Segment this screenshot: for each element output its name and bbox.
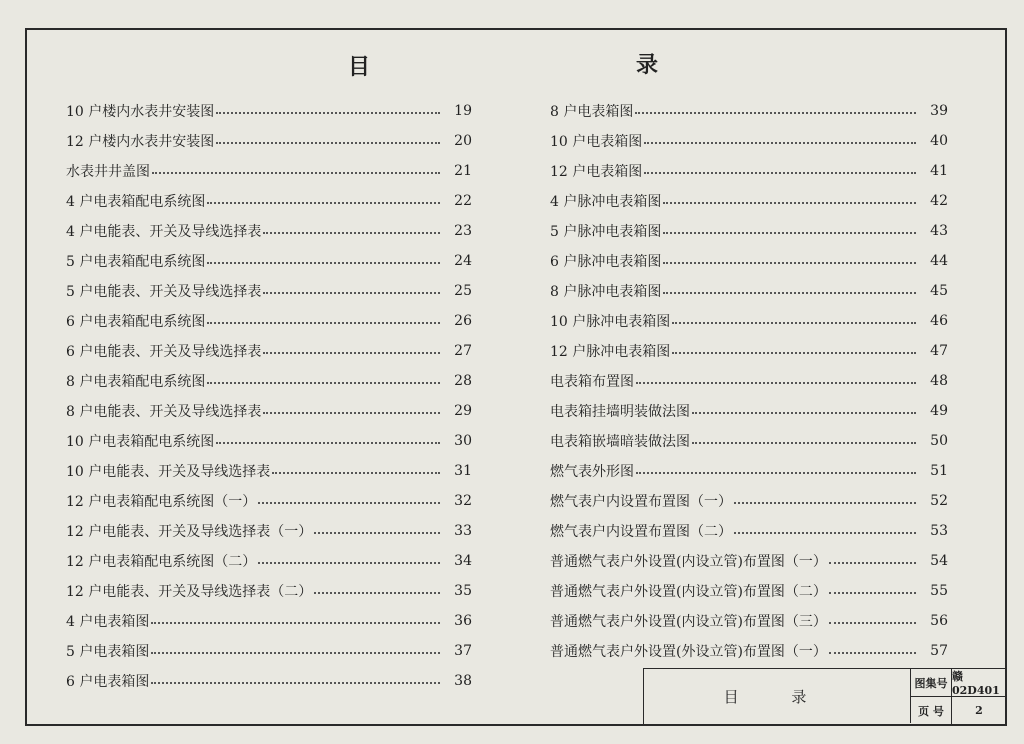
toc-entry-title: 普通燃气表户外设置(内设立管)布置图（三）: [550, 614, 827, 630]
toc-leader-dots: [663, 292, 916, 294]
toc-entry-page: 54: [930, 553, 948, 569]
toc-entry-title: 12 户电能表、开关及导线选择表（一）: [66, 524, 313, 540]
toc-leader-dots: [829, 652, 916, 654]
page-row: [911, 696, 1006, 724]
toc-entry-title: 12 户脉冲电表箱图: [550, 344, 671, 360]
toc-entry-title: 4 户脉冲电表箱图: [550, 194, 662, 210]
toc-entry-page: 43: [930, 223, 948, 239]
toc-entry-page: 31: [454, 463, 472, 479]
toc-entry: [66, 486, 472, 516]
toc-leader-dots: [151, 622, 440, 624]
toc-entry-title: 5 户电表箱图: [66, 644, 150, 660]
toc-entry-title: 燃气表户内设置布置图（二）: [550, 524, 732, 540]
toc-entry-title: 12 户楼内水表井安装图: [66, 134, 215, 150]
toc-entry: [550, 156, 948, 186]
toc-entry: [550, 306, 948, 336]
toc-entry-page: 20: [454, 133, 472, 149]
toc-entry: [66, 276, 472, 306]
toc-entry: [66, 576, 472, 606]
toc-entry: [66, 366, 472, 396]
toc-entry-page: 27: [454, 343, 472, 359]
toc-entry-title: 12 户电表箱配电系统图（二）: [66, 554, 257, 570]
toc-leader-dots: [151, 682, 440, 684]
toc-entry-title: 燃气表户内设置布置图（一）: [550, 494, 732, 510]
toc-entry: [66, 156, 472, 186]
page-value: 2: [975, 704, 983, 717]
toc-entry-title: 6 户电表箱图: [66, 674, 150, 690]
toc-entry-page: 53: [930, 523, 948, 539]
toc-entry-title: 8 户电能表、开关及导线选择表: [66, 404, 262, 420]
atlas-label: 图集号: [911, 669, 952, 696]
toc-entry: [66, 126, 472, 156]
toc-leader-dots: [672, 322, 916, 324]
toc-leader-dots: [644, 172, 916, 174]
toc-leader-dots: [829, 592, 916, 594]
toc-entry-page: 28: [454, 373, 472, 389]
toc-entry: [66, 516, 472, 546]
toc-entry-title: 5 户脉冲电表箱图: [550, 224, 662, 240]
toc-leader-dots: [314, 532, 440, 534]
toc-entry-title: 8 户电表箱图: [550, 104, 634, 120]
toc-entry-page: 51: [930, 463, 948, 479]
toc-entry: [66, 336, 472, 366]
toc-entry-page: 39: [930, 103, 948, 119]
toc-entry-title: 4 户电表箱图: [66, 614, 150, 630]
toc-leader-dots: [734, 502, 916, 504]
toc-entry: [550, 246, 948, 276]
toc-leader-dots: [636, 472, 916, 474]
page-label: 页 号: [911, 697, 952, 724]
toc-entry-title: 6 户电表箱配电系统图: [66, 314, 206, 330]
toc-entry-title: 6 户脉冲电表箱图: [550, 254, 662, 270]
toc-entry: [550, 336, 948, 366]
toc-entry: [66, 666, 472, 696]
toc-entry-page: 47: [930, 343, 948, 359]
toc-entry-title: 普通燃气表户外设置(内设立管)布置图（二）: [550, 584, 827, 600]
toc-entry-title: 5 户电表箱配电系统图: [66, 254, 206, 270]
toc-entry-page: 52: [930, 493, 948, 509]
toc-entry: [550, 486, 948, 516]
toc-leader-dots: [216, 442, 440, 444]
toc-entry-title: 12 户电表箱图: [550, 164, 643, 180]
toc-leader-dots: [207, 382, 440, 384]
title-block: [643, 668, 1005, 724]
toc-entry: [550, 636, 948, 666]
title-block-name: 目 录: [723, 687, 831, 706]
toc-entry-page: 30: [454, 433, 472, 449]
toc-entry-page: 35: [454, 583, 472, 599]
toc-entry-page: 25: [454, 283, 472, 299]
toc-leader-dots: [663, 232, 916, 234]
toc-entry: [66, 546, 472, 576]
toc-entry: [550, 276, 948, 306]
toc-leader-dots: [663, 262, 916, 264]
toc-entry-title: 12 户电表箱配电系统图（一）: [66, 494, 257, 510]
toc-entry: [66, 456, 472, 486]
toc-entry-page: 44: [930, 253, 948, 269]
toc-leader-dots: [829, 562, 916, 564]
toc-entry: [550, 216, 948, 246]
toc-entry: [66, 96, 472, 126]
toc-entry-page: 37: [454, 643, 472, 659]
toc-entry: [66, 216, 472, 246]
toc-entry: [66, 636, 472, 666]
toc-leader-dots: [263, 352, 440, 354]
toc-leader-dots: [692, 442, 916, 444]
toc-leader-dots: [635, 112, 916, 114]
toc-entry-title: 普通燃气表户外设置(内设立管)布置图（一）: [550, 554, 827, 570]
toc-entry-page: 56: [930, 613, 948, 629]
toc-leader-dots: [258, 502, 440, 504]
heading-right: 录: [636, 52, 659, 78]
toc-entry-page: 19: [454, 103, 472, 119]
toc-leader-dots: [263, 292, 440, 294]
toc-entry-page: 34: [454, 553, 472, 569]
toc-column-left: [66, 96, 472, 696]
toc-entry-page: 50: [930, 433, 948, 449]
toc-entry-page: 42: [930, 193, 948, 209]
toc-entry-page: 33: [454, 523, 472, 539]
toc-leader-dots: [734, 532, 916, 534]
toc-entry: [550, 456, 948, 486]
toc-entry-page: 32: [454, 493, 472, 509]
atlas-value: 赣02D401: [952, 670, 1000, 697]
toc-leader-dots: [258, 562, 440, 564]
toc-column-right: [550, 96, 948, 666]
toc-entry-title: 12 户电能表、开关及导线选择表（二）: [66, 584, 313, 600]
toc-leader-dots: [644, 142, 916, 144]
toc-entry-page: 49: [930, 403, 948, 419]
toc-entry: [66, 246, 472, 276]
toc-entry-title: 8 户脉冲电表箱图: [550, 284, 662, 300]
toc-leader-dots: [152, 172, 440, 174]
toc-entry-page: 41: [930, 163, 948, 179]
toc-entry-title: 6 户电能表、开关及导线选择表: [66, 344, 262, 360]
toc-entry-title: 电表箱布置图: [550, 374, 634, 390]
toc-entry-title: 5 户电能表、开关及导线选择表: [66, 284, 262, 300]
toc-entry-title: 电表箱嵌墙暗装做法图: [550, 434, 690, 450]
toc-entry-page: 36: [454, 613, 472, 629]
toc-entry-page: 38: [454, 673, 472, 689]
toc-entry-page: 22: [454, 193, 472, 209]
toc-leader-dots: [263, 232, 440, 234]
toc-entry: [66, 426, 472, 456]
toc-leader-dots: [207, 202, 440, 204]
heading-left: 目: [348, 54, 371, 80]
toc-leader-dots: [672, 352, 916, 354]
toc-entry: [550, 186, 948, 216]
toc-entry: [66, 396, 472, 426]
toc-entry: [66, 306, 472, 336]
toc-leader-dots: [207, 322, 440, 324]
toc-entry: [550, 576, 948, 606]
toc-entry-page: 40: [930, 133, 948, 149]
toc-entry-page: 48: [930, 373, 948, 389]
toc-entry-title: 水表井井盖图: [66, 164, 150, 180]
toc-entry: [66, 606, 472, 636]
toc-leader-dots: [216, 142, 440, 144]
toc-entry-page: 29: [454, 403, 472, 419]
toc-entry-page: 21: [454, 163, 472, 179]
toc-leader-dots: [216, 112, 440, 114]
toc-entry: [550, 366, 948, 396]
toc-entry-title: 普通燃气表户外设置(外设立管)布置图（一）: [550, 644, 827, 660]
toc-leader-dots: [263, 412, 440, 414]
toc-entry: [550, 396, 948, 426]
toc-entry-title: 10 户电表箱图: [550, 134, 643, 150]
toc-leader-dots: [692, 412, 916, 414]
toc-entry: [66, 186, 472, 216]
toc-leader-dots: [663, 202, 916, 204]
toc-entry-title: 10 户电能表、开关及导线选择表: [66, 464, 271, 480]
toc-entry-title: 10 户电表箱配电系统图: [66, 434, 215, 450]
toc-entry-page: 26: [454, 313, 472, 329]
toc-entry-title: 10 户脉冲电表箱图: [550, 314, 671, 330]
toc-entry-title: 8 户电表箱配电系统图: [66, 374, 206, 390]
toc-entry: [550, 96, 948, 126]
toc-leader-dots: [151, 652, 440, 654]
toc-entry-title: 燃气表外形图: [550, 464, 634, 480]
atlas-row: [911, 669, 1006, 696]
toc-leader-dots: [636, 382, 916, 384]
toc-entry-page: 46: [930, 313, 948, 329]
toc-leader-dots: [829, 622, 916, 624]
toc-entry-title: 4 户电能表、开关及导线选择表: [66, 224, 262, 240]
toc-entry-title: 10 户楼内水表井安装图: [66, 104, 215, 120]
toc-entry-title: 电表箱挂墙明装做法图: [550, 404, 690, 420]
toc-entry: [550, 606, 948, 636]
toc-leader-dots: [272, 472, 440, 474]
toc-entry-title: 4 户电表箱配电系统图: [66, 194, 206, 210]
toc-entry-page: 55: [930, 583, 948, 599]
toc-entry: [550, 516, 948, 546]
toc-entry-page: 45: [930, 283, 948, 299]
toc-entry: [550, 546, 948, 576]
toc-leader-dots: [314, 592, 440, 594]
toc-leader-dots: [207, 262, 440, 264]
toc-entry-page: 57: [930, 643, 948, 659]
toc-entry: [550, 126, 948, 156]
title-block-grid: [910, 669, 1006, 723]
toc-entry-page: 23: [454, 223, 472, 239]
toc-entry: [550, 426, 948, 456]
toc-entry-page: 24: [454, 253, 472, 269]
